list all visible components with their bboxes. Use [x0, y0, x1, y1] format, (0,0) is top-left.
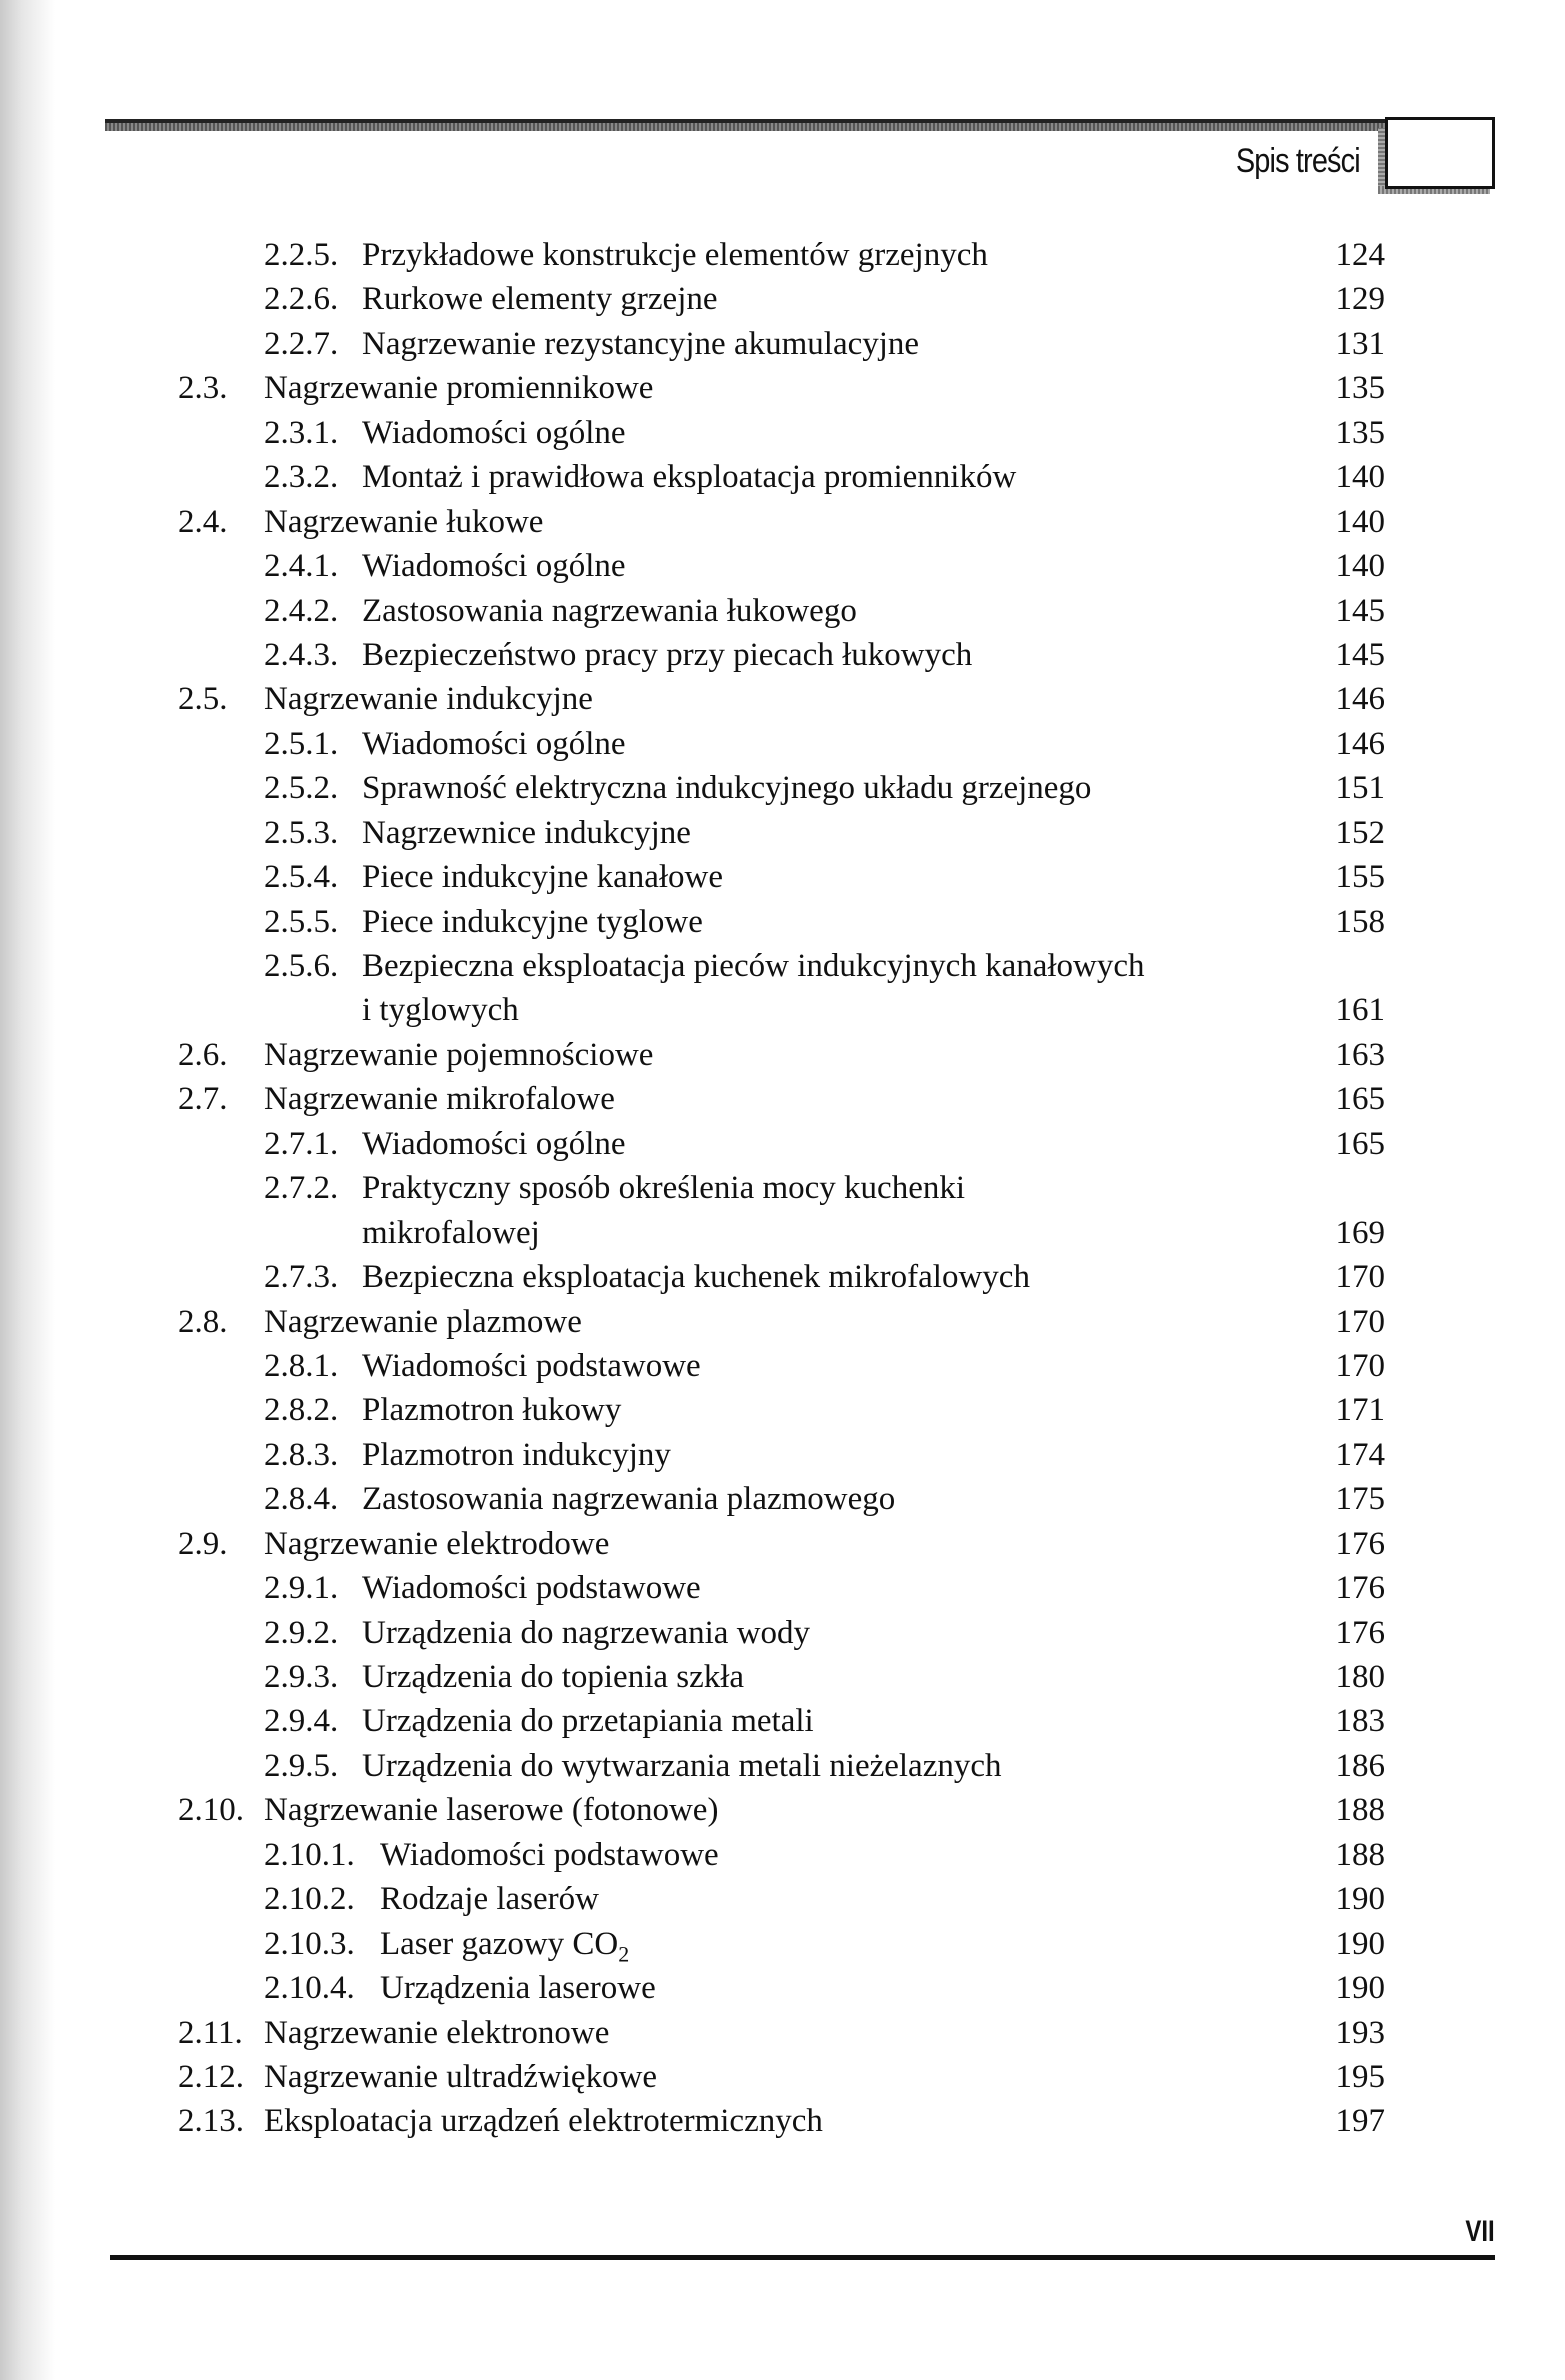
toc-entry [0, 2011, 1565, 2055]
toc-entry [0, 1122, 1565, 1166]
section-number: 2.8. [178, 1303, 228, 1340]
page-ref: 190 [1335, 1970, 1385, 2007]
toc-entry [0, 855, 1565, 899]
section-title [362, 1166, 965, 1210]
page-ref: 135 [1335, 370, 1385, 407]
section-number: 2.9. [178, 1525, 228, 1562]
toc-entry [0, 944, 1565, 988]
section-title-text: Praktyczny sposób określenia mocy kuchenki [362, 1170, 966, 1207]
section-number: 2.12. [178, 2058, 244, 2095]
section-title-text: Urządzenia do wytwarzania metali nieżelaznych [362, 1747, 1002, 1784]
toc-entry-continuation [0, 988, 1565, 1032]
section-title [362, 1255, 1030, 1299]
table-of-contents [0, 233, 1565, 2144]
section-number: 2.2.5. [264, 237, 339, 273]
section-title-text: Nagrzewanie mikrofalowe [264, 1081, 615, 1118]
section-title-text: Wiadomości ogólne [362, 1125, 626, 1162]
page-ref: 152 [1335, 814, 1385, 851]
section-title-text: Nagrzewanie łukowe [264, 503, 544, 540]
toc-entry [0, 2055, 1565, 2099]
section-title-text: Eksploatacja urządzeń elektrotermicznych [264, 2103, 823, 2140]
section-number: 2.4.2. [264, 592, 339, 629]
section-number: 2.6. [178, 1036, 228, 1073]
footer-rule [110, 2255, 1495, 2260]
page-number: VII [1465, 2215, 1495, 2248]
section-title-text: Nagrzewanie plazmowe [264, 1303, 582, 1340]
toc-entry [0, 766, 1565, 810]
section-number: 2.11. [178, 2014, 243, 2051]
toc-entry [0, 900, 1565, 944]
page-ref: 183 [1335, 1703, 1385, 1740]
page-ref: 170 [1335, 1303, 1385, 1340]
section-number: 2.9.5. [264, 1747, 339, 1784]
subscript: 2 [618, 1941, 630, 1967]
header-rule-edge [105, 119, 1387, 123]
toc-entry [0, 455, 1565, 499]
section-title-text: Wiadomości ogólne [362, 725, 626, 762]
page-ref: 140 [1335, 548, 1385, 585]
section-title [362, 633, 972, 677]
section-title-text: Nagrzewanie ultradźwiękowe [264, 2058, 658, 2095]
page-ref: 140 [1335, 459, 1385, 496]
section-title-text: Urządzenia do nagrzewania wody [362, 1614, 811, 1651]
running-title: Spis treści [1236, 142, 1360, 180]
toc-entry [0, 544, 1565, 588]
toc-entry [0, 1166, 1565, 1210]
page-ref: 171 [1335, 1392, 1385, 1429]
section-number: 2.10.1. [264, 1836, 355, 1873]
section-title-text: Nagrzewanie rezystancyjne akumulacyjne [362, 325, 920, 362]
page-ref: 140 [1335, 503, 1385, 540]
section-title [264, 1788, 718, 1832]
page-ref: 129 [1335, 281, 1385, 318]
section-title [362, 277, 718, 321]
page-ref: 145 [1335, 592, 1385, 629]
page-ref: 169 [1335, 1214, 1385, 1251]
section-title [380, 1966, 656, 2010]
section-number: 2.3.2. [264, 459, 339, 496]
toc-entry [0, 322, 1565, 366]
toc-entry [0, 1433, 1565, 1477]
section-number: 2.4.3. [264, 636, 339, 673]
section-title-text: Nagrzewanie elektrodowe [264, 1525, 610, 1562]
section-title [380, 1877, 599, 1921]
section-title [380, 1922, 629, 1966]
section-title [362, 1388, 621, 1432]
section-number: 2.9.1. [264, 1570, 339, 1607]
toc-entry [0, 722, 1565, 766]
section-title [264, 677, 593, 721]
section-title [362, 1744, 1002, 1788]
section-title-text: Rodzaje laserów [380, 1881, 599, 1918]
section-title [264, 1300, 582, 1344]
toc-entry [0, 366, 1565, 410]
page-ref: 186 [1335, 1747, 1385, 1784]
section-title-text: Nagrzewanie pojemnościowe [264, 1036, 654, 1073]
toc-entry [0, 411, 1565, 455]
header-box [1385, 117, 1495, 189]
section-title-text: Wiadomości podstawowe [380, 1836, 719, 1873]
toc-entry [0, 589, 1565, 633]
toc-entry [0, 1833, 1565, 1877]
section-title-text: Nagrzewnice indukcyjne [362, 814, 691, 851]
page-ref: 165 [1335, 1125, 1385, 1162]
section-title [362, 855, 723, 899]
section-title [362, 322, 919, 366]
toc-entry [0, 1477, 1565, 1521]
section-title [264, 1033, 653, 1077]
section-title-continuation: mikrofalowej [362, 1214, 540, 1251]
section-title-text: Plazmotron indukcyjny [362, 1436, 671, 1473]
toc-entry [0, 1566, 1565, 1610]
section-title-text: Wiadomości ogólne [362, 548, 626, 585]
section-title-text: Wiadomości ogólne [362, 414, 626, 451]
section-title-text: Nagrzewanie laserowe (fotonowe) [264, 1792, 719, 1829]
toc-entry [0, 1522, 1565, 1566]
section-number: 2.4. [178, 503, 228, 540]
toc-entry [0, 2099, 1565, 2143]
section-title [380, 1833, 719, 1877]
section-title [264, 500, 543, 544]
page-ref: 135 [1335, 414, 1385, 451]
toc-entry [0, 1300, 1565, 1344]
toc-entry [0, 1744, 1565, 1788]
page-ref: 176 [1335, 1525, 1385, 1562]
section-title [264, 366, 653, 410]
toc-entry [0, 1877, 1565, 1921]
toc-entry [0, 1922, 1565, 1966]
section-title [362, 1477, 895, 1521]
section-number: 2.7.2. [264, 1170, 339, 1207]
section-title-text: Bezpieczna eksploatacja pieców indukcyjnych kanałowych [362, 948, 1145, 984]
section-number: 2.8.1. [264, 1347, 339, 1384]
section-title-text: Urządzenia do topienia szkła [362, 1659, 745, 1695]
section-title-text: Wiadomości podstawowe [362, 1347, 701, 1384]
page-ref: 190 [1335, 1881, 1385, 1918]
page-ref: 170 [1335, 1347, 1385, 1384]
toc-entry [0, 500, 1565, 544]
page-ref: 131 [1335, 325, 1385, 362]
toc-entry [0, 1077, 1565, 1121]
page-ref: 124 [1335, 237, 1385, 273]
page-ref: 176 [1335, 1570, 1385, 1607]
section-title-text: Bezpieczeństwo pracy przy piecach łukowych [362, 636, 973, 673]
section-title [362, 1655, 744, 1699]
toc-entry [0, 1699, 1565, 1743]
section-number: 2.10.3. [264, 1925, 355, 1962]
section-number: 2.3.1. [264, 414, 339, 451]
page-ref: 174 [1335, 1436, 1385, 1473]
toc-entry [0, 1611, 1565, 1655]
section-title-text: Bezpieczna eksploatacja kuchenek mikrofalowych [362, 1259, 1030, 1296]
page-ref: 161 [1335, 992, 1385, 1029]
section-number: 2.5.6. [264, 948, 339, 984]
section-number: 2.10.4. [264, 1970, 355, 2007]
section-number: 2.2.6. [264, 281, 339, 318]
section-title [362, 1433, 671, 1477]
toc-entry [0, 1388, 1565, 1432]
section-title-text: Nagrzewanie promiennikowe [264, 370, 654, 407]
section-title-text: Wiadomości podstawowe [362, 1570, 701, 1607]
toc-entry [0, 1255, 1565, 1299]
page-ref: 180 [1335, 1659, 1385, 1695]
page-ref: 146 [1335, 681, 1385, 718]
section-title-text: Zastosowania nagrzewania łukowego [362, 592, 857, 629]
section-number: 2.13. [178, 2103, 244, 2140]
section-title-text: Montaż i prawidłowa eksploatacja promienników [362, 459, 1017, 496]
section-number: 2.3. [178, 370, 228, 407]
page-ref: 146 [1335, 725, 1385, 762]
section-title [362, 1699, 814, 1743]
page-ref: 151 [1335, 770, 1385, 807]
page-ref: 193 [1335, 2014, 1385, 2051]
section-title-continuation: i tyglowych [362, 992, 519, 1029]
toc-entry [0, 1788, 1565, 1832]
section-title-text: Nagrzewanie indukcyjne [264, 681, 593, 718]
section-title-text: Przykładowe konstrukcje elementów grzejnych [362, 237, 988, 273]
section-title [264, 1522, 609, 1566]
section-number: 2.8.2. [264, 1392, 339, 1429]
section-number: 2.10. [178, 1792, 244, 1829]
section-title-text: Nagrzewanie elektronowe [264, 2014, 610, 2051]
page-ref: 188 [1335, 1836, 1385, 1873]
toc-entry [0, 277, 1565, 321]
section-title-text: Laser gazowy CO [380, 1925, 619, 1962]
page-ref: 188 [1335, 1792, 1385, 1829]
section-title [362, 544, 626, 588]
toc-entry [0, 1344, 1565, 1388]
section-title [362, 1344, 701, 1388]
section-title [362, 1611, 810, 1655]
section-number: 2.5.2. [264, 770, 339, 807]
toc-entry [0, 1033, 1565, 1077]
section-number: 2.7.3. [264, 1259, 339, 1296]
section-title [362, 811, 691, 855]
toc-entry [0, 811, 1565, 855]
section-number: 2.9.4. [264, 1703, 339, 1740]
section-title [362, 766, 1091, 810]
toc-entry [0, 1966, 1565, 2010]
section-number: 2.7.1. [264, 1125, 339, 1162]
section-title-text: Sprawność elektryczna indukcyjnego układu grzejnego [362, 770, 1092, 807]
section-title [362, 455, 1016, 499]
section-title [362, 1122, 626, 1166]
page-ref: 197 [1335, 2103, 1385, 2140]
section-number: 2.5.3. [264, 814, 339, 851]
page-ref: 176 [1335, 1614, 1385, 1651]
section-title-text: Rurkowe elementy grzejne [362, 281, 718, 318]
section-title [362, 589, 857, 633]
section-title-text: Plazmotron łukowy [362, 1392, 622, 1429]
page-ref: 175 [1335, 1481, 1385, 1518]
section-number: 2.10.2. [264, 1881, 355, 1918]
section-title-text: Urządzenia do przetapiania metali [362, 1703, 814, 1740]
section-title [264, 2099, 823, 2143]
section-title-text: Piece indukcyjne kanałowe [362, 859, 724, 896]
section-number: 2.5.4. [264, 859, 339, 896]
page-ref: 145 [1335, 636, 1385, 673]
section-title-text: Urządzenia laserowe [380, 1970, 656, 2007]
section-number: 2.9.3. [264, 1659, 339, 1695]
section-title [362, 1566, 701, 1610]
section-number: 2.5.1. [264, 725, 339, 762]
section-title [362, 900, 703, 944]
page-ref: 190 [1335, 1925, 1385, 1962]
section-number: 2.2.7. [264, 325, 339, 362]
section-number: 2.5. [178, 681, 228, 718]
section-title-text: Zastosowania nagrzewania plazmowego [362, 1481, 896, 1518]
toc-entry [0, 233, 1565, 277]
toc-entry [0, 677, 1565, 721]
section-number: 2.8.3. [264, 1436, 339, 1473]
page-ref: 155 [1335, 859, 1385, 896]
section-title [264, 2055, 657, 2099]
toc-entry-continuation [0, 1211, 1565, 1255]
section-number: 2.4.1. [264, 548, 339, 585]
section-number: 2.9.2. [264, 1614, 339, 1651]
section-number: 2.7. [178, 1081, 228, 1118]
section-title [362, 411, 626, 455]
page-ref: 163 [1335, 1036, 1385, 1073]
page-ref: 170 [1335, 1259, 1385, 1296]
section-title-text: Piece indukcyjne tyglowe [362, 903, 703, 940]
section-number: 2.8.4. [264, 1481, 339, 1518]
toc-entry [0, 633, 1565, 677]
page-ref: 165 [1335, 1081, 1385, 1118]
section-title [264, 2011, 609, 2055]
page-ref: 195 [1335, 2058, 1385, 2095]
page-ref: 158 [1335, 903, 1385, 940]
section-title [362, 722, 626, 766]
section-title [362, 944, 1145, 988]
toc-entry [0, 1655, 1565, 1699]
section-title [264, 1077, 615, 1121]
section-number: 2.5.5. [264, 903, 339, 940]
section-title [362, 233, 988, 277]
